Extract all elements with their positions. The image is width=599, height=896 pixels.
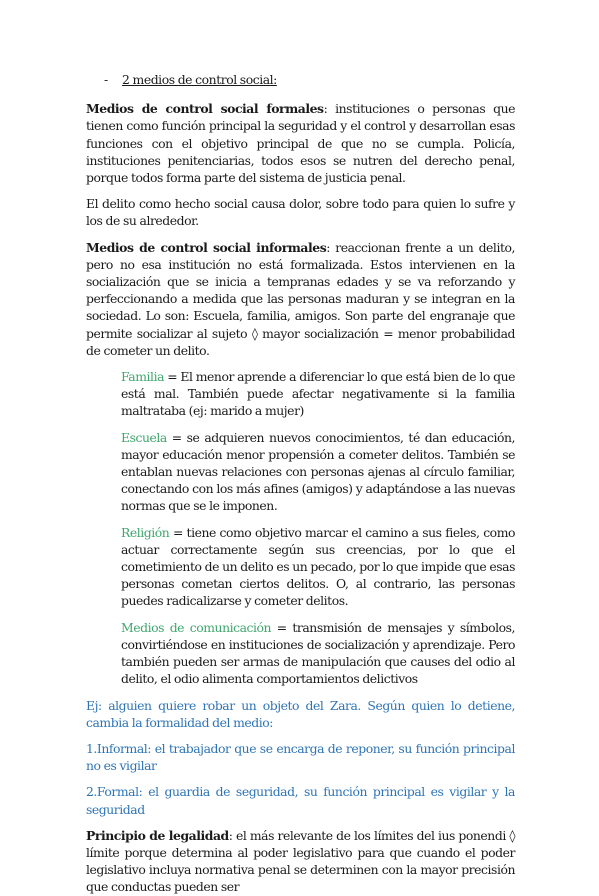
agent-term-medios: Medios de comunicación: [121, 619, 272, 635]
paragraph-formales: [86, 100, 515, 186]
agent-medios: [121, 619, 515, 688]
example-item-formal: 2.Formal: el guardia de seguridad, su función principal es vigilar y la seguridad: [86, 784, 515, 817]
term-informales: Medios de control social informales: [86, 239, 327, 255]
paragraph-informales: [86, 239, 515, 359]
agent-text-familia: = El menor aprende a diferenciar lo que está bien de lo que está mal. También puede afectar negativamente si la familia maltrataba (ej: marido a mujer): [121, 369, 515, 419]
agent-text-religion: = tiene como objetivo marcar el camino a sus fieles, como actuar correctamente según sus creencias, por lo que el cometimiento de un delito es un pecado, por lo que impide que esas personas cometan ciertos delitos. O, al contrario, las personas puedes radicalizarse y cometer delitos.: [121, 524, 515, 609]
term-formales: Medios de control social formales: [86, 101, 324, 117]
text-legalidad: : el más relevante de los límites del ius ponendi ◊ límite porque determina al poder legislativo para que cuando el poder legislativo incluya normativa penal se determinen con la mayor precisión que conductas pueden ser: [86, 827, 515, 895]
section-heading: [104, 71, 515, 88]
paragraph-delito: [86, 195, 515, 229]
heading-text: 2 medios de control social:: [122, 72, 277, 87]
paragraph-legalidad: [86, 827, 515, 896]
agent-term-escuela: Escuela: [121, 429, 167, 445]
agent-text-medios: = transmisión de mensajes y símbolos, convirtiéndose en instituciones de socialización y aprendizaje. Pero también pueden ser armas de manipulación que causes del odio al delito, el odio alimenta comportamientos delictivos: [121, 619, 516, 687]
example-intro: Ej: alguien quiere robar un objeto del Zara. Según quien lo detiene, cambia la formalidad del medio:: [86, 697, 515, 730]
agent-familia: [121, 368, 515, 420]
agent-religion: [121, 524, 515, 610]
text-informales: : reaccionan frente a un delito, pero no esa institución no está formalizada. Estos intervienen en la socialización que se inicia a tempranas edades y se va reforzando y perfeccionando a medida que las personas maduran y se integran en la sociedad. Lo son: Escuela, familia, amigos. Son parte del engranaje que permite socializar al sujeto ◊ mayor socialización = menor probabilidad de cometer un delito.: [86, 239, 515, 358]
agent-text-escuela: = se adquieren nuevos conocimientos, té dan educación, mayor educación menor propensión a cometer delitos. También se entablan nuevas relaciones con personas ajenas al círculo familiar, conectando con los más afines (amigos) y adaptándose a las nuevas normas que se le imponen.: [121, 429, 515, 514]
text-formales: : instituciones o personas que tienen como función principal la seguridad y el control y desarrollan esas funciones con el objetivo principal de que no se cumpla. Policía, instituciones penitenciarias, todos esos se nutren del derecho penal, porque todos forma parte del sistema de justicia penal.: [86, 101, 515, 186]
example-item-informal: 1.Informal: el trabajador que se encarga de reponer, su función principal no es vigilar: [86, 740, 515, 774]
agent-term-familia: Familia: [121, 369, 165, 385]
agent-term-religion: Religión: [121, 524, 170, 540]
text-delito: El delito como hecho social causa dolor, sobre todo para quien lo sufre y los de su alrededor.: [86, 196, 515, 229]
term-legalidad: Principio de legalidad: [86, 827, 229, 843]
list-dash: -: [104, 72, 108, 87]
agent-escuela: [121, 429, 515, 515]
